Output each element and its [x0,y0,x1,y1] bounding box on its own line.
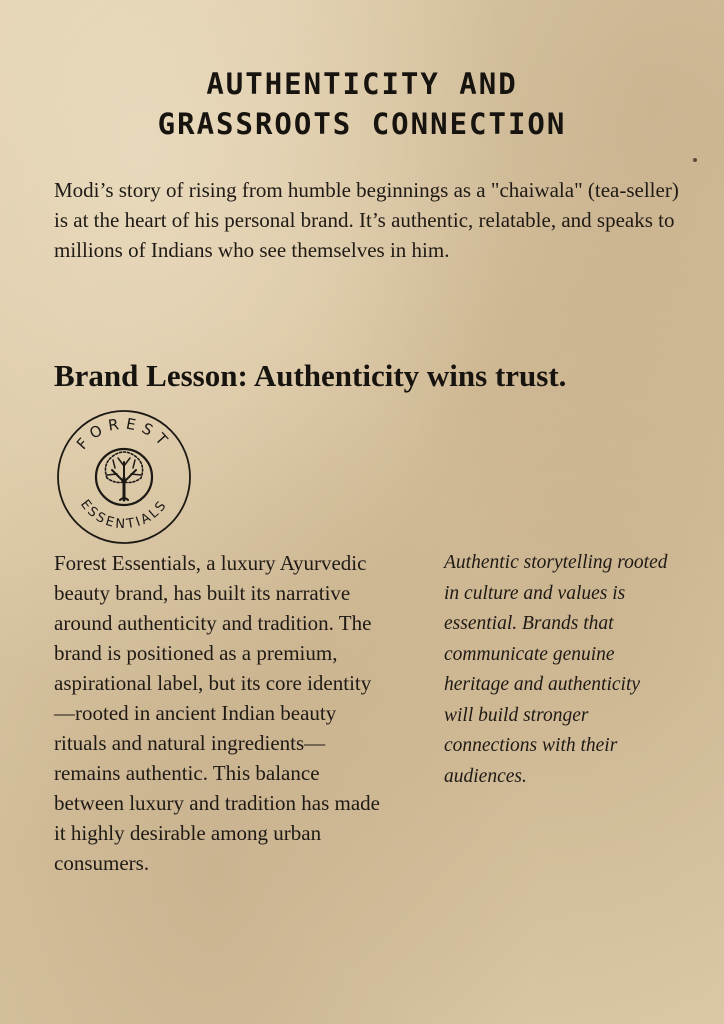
intro-paragraph: Modi’s story of rising from humble beginnings as a "chaiwala" (tea-seller) is at the heart of his personal brand. It’s authentic, relatable, and speaks to millions of Indians who see themselves in him. [54,178,679,262]
page-title-line-2: GRASSROOTS CONNECTION [157,107,567,141]
logo-text-bottom: ESSENTIALS [77,497,171,533]
case-study-paragraph: Forest Essentials, a luxury Ayurvedic beauty brand, has built its narrative around authenticity and tradition. The brand is positioned as a premium, aspirational label, but its core identity—rooted in ancient Indian beauty rituals and natural ingredients—remains authentic. This balance between luxury and tradition has made it highly desirable among urban consumers. [54,551,380,875]
page-title [0,64,724,144]
svg-text:FOREST [73,414,175,453]
logo-text-top: FOREST [72,414,176,454]
page-title-line-1: AUTHENTICITY AND [206,67,518,101]
tree-icon [105,452,142,500]
brand-lesson-heading: Brand Lesson: Authenticity wins trust. [54,358,567,393]
paper-speck [693,158,697,162]
forest-essentials-logo [55,408,193,546]
takeaway-paragraph: Authentic storytelling rooted in culture and values is essential. Brands that communicate genuine heritage and authenticity will build stronger connections with their audiences. [444,552,668,787]
svg-text:ESSENTIALS [77,497,171,532]
